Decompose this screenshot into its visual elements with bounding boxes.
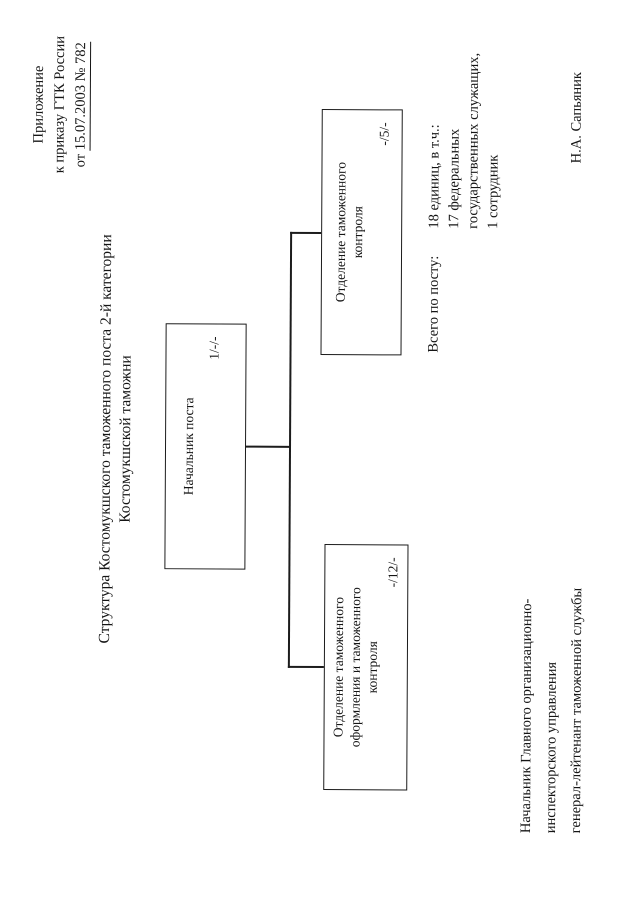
org-box-staffing: 1/-/- — [206, 336, 222, 360]
total-staff-summary — [425, 53, 505, 353]
appendix-reference — [28, 14, 92, 194]
total-label: Всего по посту: — [425, 255, 443, 353]
appendix-date-prefix: от — [72, 153, 89, 168]
signature-title — [514, 588, 590, 834]
order-date-number: 15.07.2003 № 782 — [72, 42, 90, 151]
org-box-label: Отделение таможенного контроля — [332, 161, 366, 303]
appendix-line-3 — [70, 15, 92, 195]
document-title-line-2: Костомукшской таможни — [116, 355, 135, 523]
signature-title-line-3: генерал-лейтенант таможенной службы — [567, 587, 586, 834]
org-box-label: Отделение таможенного оформления и таможенного контроля — [330, 587, 380, 748]
total-values — [425, 53, 504, 229]
total-line-4: 1 сотрудник — [484, 154, 502, 229]
org-box-head-of-post — [164, 323, 246, 569]
connector-root-drop-line — [245, 446, 290, 448]
org-box-label: Начальник поста — [180, 397, 197, 496]
signature-title-line-2: инспекторского управления — [542, 661, 560, 834]
total-line-3: государственных служащих, — [465, 52, 483, 229]
connector-right-drop-line — [290, 232, 322, 234]
appendix-line-2: к приказу ГТК России — [51, 35, 69, 174]
org-box-clearance-and-control-department — [323, 544, 408, 790]
signature-title-line-1: Начальник Главного организационно- — [517, 598, 536, 834]
total-line-2: 17 федеральных — [445, 128, 463, 229]
org-box-staffing: -/5/- — [376, 122, 392, 146]
document-title — [95, 159, 138, 719]
connector-horizontal-line — [288, 232, 292, 668]
org-box-customs-control-department — [320, 109, 402, 355]
total-line-1: 18 единиц, в т.ч.: — [426, 124, 443, 229]
document-title-line-1: Структура Костомукшского таможенного поста 2-й категории — [95, 234, 116, 644]
connector-left-drop-line — [288, 666, 325, 668]
org-box-staffing: -/12/- — [385, 557, 401, 588]
appendix-line-1: Приложение — [30, 65, 48, 144]
signature-name: Н.А. Сапьяник — [568, 71, 585, 164]
